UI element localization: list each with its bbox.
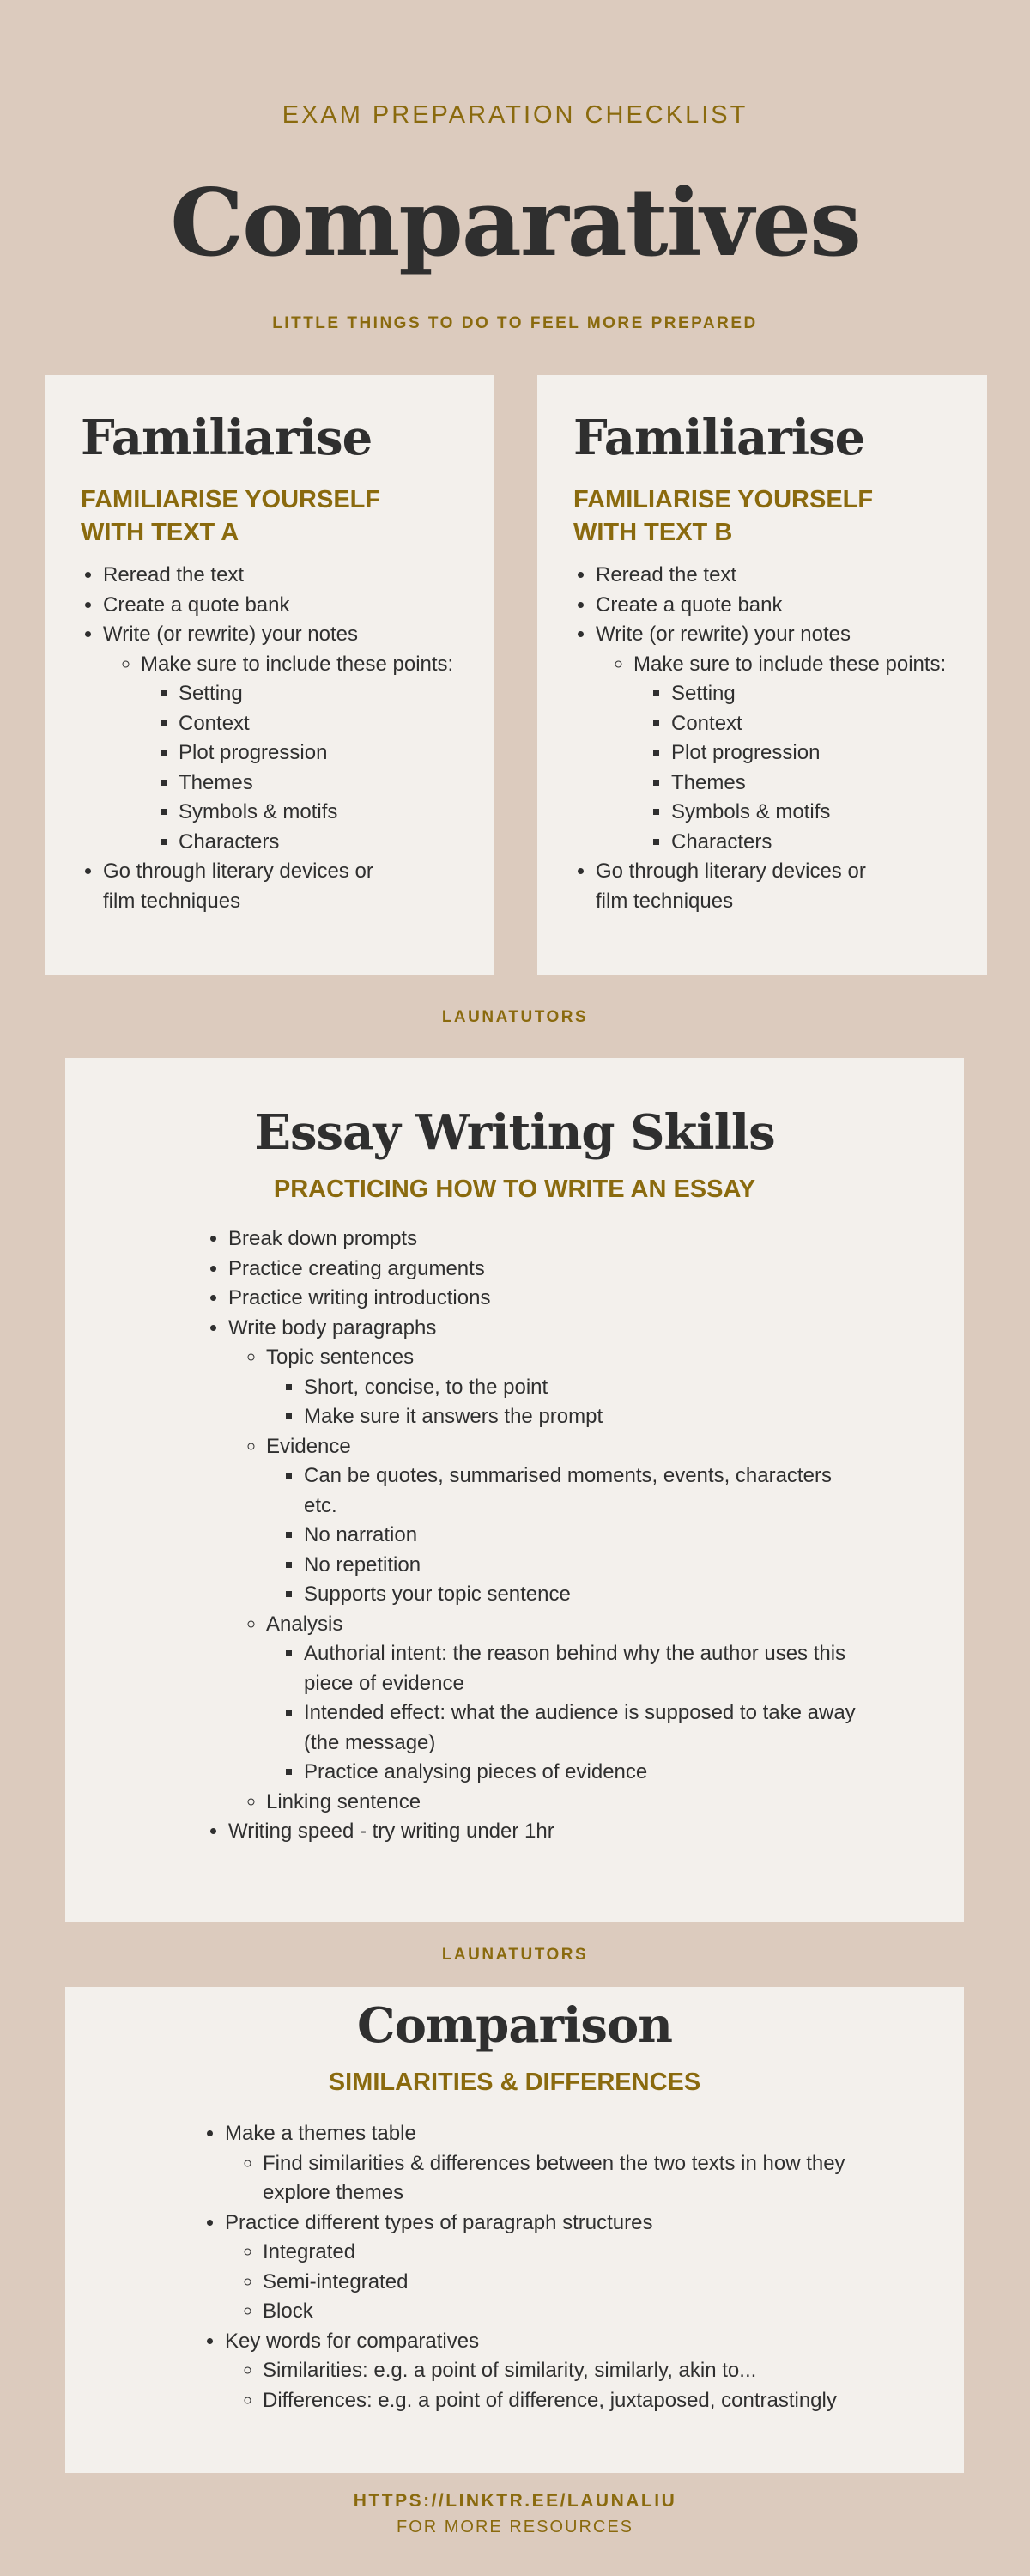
card-subtitle-line2: WITH TEXT B: [573, 519, 733, 546]
list-item: • Create a quote bank: [103, 591, 464, 621]
list-item: [225, 2208, 861, 2327]
list-item: • Writing speed - try writing under 1hr: [228, 1817, 861, 1847]
familiarise-text-b-card: [537, 375, 987, 975]
comparison-card: [65, 1987, 964, 2473]
sub-list-item-text: Evidence: [266, 1434, 351, 1458]
point-item: ▪ Symbols & motifs: [671, 798, 956, 828]
card-subtitle: PRACTICING HOW TO WRITE AN ESSAY: [273, 1176, 756, 1203]
point-item: ▪ Intended effect: what the audience is supposed to take away (the message): [304, 1698, 861, 1758]
list-item: • Create a quote bank: [596, 591, 956, 621]
card-subtitle: SIMILARITIES & DIFFERENCES: [328, 2069, 701, 2096]
resources-note: FOR MORE RESOURCES: [396, 2518, 634, 2537]
list-item: • Break down prompts: [228, 1224, 861, 1255]
point-item: ▪ Themes: [179, 769, 464, 799]
page-kicker: EXAM PREPARATION CHECKLIST: [282, 101, 748, 129]
list-item: [596, 620, 956, 857]
sub-list-item: [266, 1610, 861, 1788]
card-title: Familiarise: [81, 410, 373, 466]
card-title: Essay Writing Skills: [254, 1104, 775, 1161]
comparison-list-wrap: [65, 2119, 964, 2415]
brand-label: LAUNATUTORS: [441, 1946, 589, 1964]
list-item: • Practice creating arguments: [228, 1255, 861, 1285]
card-title: Comparison: [357, 1997, 672, 2054]
essay-list-wrap: [65, 1224, 964, 1847]
sub-list-item-text: Make sure to include these points:: [141, 652, 454, 676]
sub-list-item: [266, 1343, 861, 1432]
list-item: [225, 2327, 861, 2416]
point-item: ▪ Authorial intent: the reason behind why the author uses this piece of evidence: [304, 1639, 861, 1698]
point-item: ▪ Supports your topic sentence: [304, 1580, 861, 1610]
points-list: [141, 679, 464, 857]
familiarise-text-a-card: [45, 375, 494, 975]
sub-list-item: [141, 650, 464, 858]
page-subtitle: LITTLE THINGS TO DO TO FEEL MORE PREPARED: [272, 314, 758, 332]
checklist: [573, 561, 956, 916]
essay-writing-skills-card: [65, 1058, 964, 1922]
point-item: ▪ Themes: [671, 769, 956, 799]
page-title: Comparatives: [170, 169, 860, 277]
brand-label: LAUNATUTORS: [441, 1008, 589, 1026]
sub-list-item: ◦ Find similarities & differences between the two texts in how they explore themes: [263, 2149, 861, 2208]
point-item: ▪ Plot progression: [671, 738, 956, 769]
checklist: [206, 1224, 861, 1847]
sub-list-item-text: Topic sentences: [266, 1346, 415, 1369]
point-item: ▪ Context: [179, 709, 464, 739]
points-list: [266, 1373, 861, 1432]
sub-list: [596, 650, 956, 858]
sub-list-item-text: Analysis: [266, 1612, 343, 1636]
sub-list-item-text: Make sure to include these points:: [633, 652, 947, 676]
sub-list-item: ◦ Linking sentence: [266, 1788, 861, 1818]
list-item-text: Practice different types of paragraph structures: [225, 2210, 653, 2234]
sub-list-item: [266, 1432, 861, 1610]
point-item: ▪ Can be quotes, summarised moments, events, characters etc.: [304, 1461, 861, 1521]
point-item: ▪ Characters: [179, 828, 464, 858]
checklist: [203, 2119, 861, 2415]
list-item-text: Write (or rewrite) your notes: [596, 623, 851, 646]
sub-list-item: ◦ Integrated: [263, 2238, 861, 2268]
points-list: [266, 1639, 861, 1788]
sub-list-item: ◦ Similarities: e.g. a point of similarity, similarly, akin to...: [263, 2356, 861, 2386]
list-item: [596, 857, 956, 916]
point-item: ▪ Plot progression: [179, 738, 464, 769]
point-item: ▪ No repetition: [304, 1551, 861, 1581]
list-item: • Practice writing introductions: [228, 1284, 861, 1314]
list-item-text: Make a themes table: [225, 2122, 416, 2145]
point-item: ▪ No narration: [304, 1521, 861, 1551]
resources-link[interactable]: HTTPS://LINKTR.EE/LAUNALIU: [353, 2491, 677, 2511]
point-item: ▪ Characters: [671, 828, 956, 858]
card-title: Familiarise: [573, 410, 865, 466]
sub-list: [225, 2356, 861, 2415]
sub-list: [225, 2238, 861, 2327]
sub-list: [103, 650, 464, 858]
points-list: [266, 1461, 861, 1610]
list-item: [228, 1314, 861, 1818]
point-item: ▪ Context: [671, 709, 956, 739]
sub-list-item: ◦ Block: [263, 2297, 861, 2327]
list-item: • Reread the text: [103, 561, 464, 591]
list-item-line1: Go through literary devices or: [596, 860, 866, 883]
point-item: ▪ Practice analysing pieces of evidence: [304, 1758, 861, 1788]
list-item: [225, 2119, 861, 2208]
sub-list-item: ◦ Semi-integrated: [263, 2268, 861, 2298]
list-item-text: Write (or rewrite) your notes: [103, 623, 358, 646]
point-item: ▪ Make sure it answers the prompt: [304, 1402, 861, 1432]
sub-list: [228, 1343, 861, 1817]
card-subtitle-line2: WITH TEXT A: [81, 519, 239, 546]
list-item-text: Write body paragraphs: [228, 1315, 437, 1340]
point-item: ▪ Symbols & motifs: [179, 798, 464, 828]
list-item: [103, 857, 464, 916]
list-item: • Reread the text: [596, 561, 956, 591]
list-item-line1: Go through literary devices or: [103, 860, 373, 883]
list-item: [103, 620, 464, 857]
list-item-line2: film techniques: [596, 889, 734, 913]
card-subtitle-line1: FAMILIARISE YOURSELF: [81, 486, 381, 513]
points-list: [633, 679, 956, 857]
point-item: ▪ Setting: [179, 679, 464, 709]
list-item-text: Key words for comparatives: [225, 2329, 480, 2353]
point-item: ▪ Setting: [671, 679, 956, 709]
sub-list-item: [633, 650, 956, 858]
card-subtitle-line1: FAMILIARISE YOURSELF: [573, 486, 874, 513]
sub-list-item: ◦ Differences: e.g. a point of difference, juxtaposed, contrastingly: [263, 2386, 861, 2416]
sub-list: [225, 2149, 861, 2208]
list-item-line2: film techniques: [103, 889, 241, 913]
card-subtitle: [81, 483, 464, 549]
checklist: [81, 561, 464, 916]
point-item: ▪ Short, concise, to the point: [304, 1373, 861, 1403]
card-subtitle: [573, 483, 956, 549]
